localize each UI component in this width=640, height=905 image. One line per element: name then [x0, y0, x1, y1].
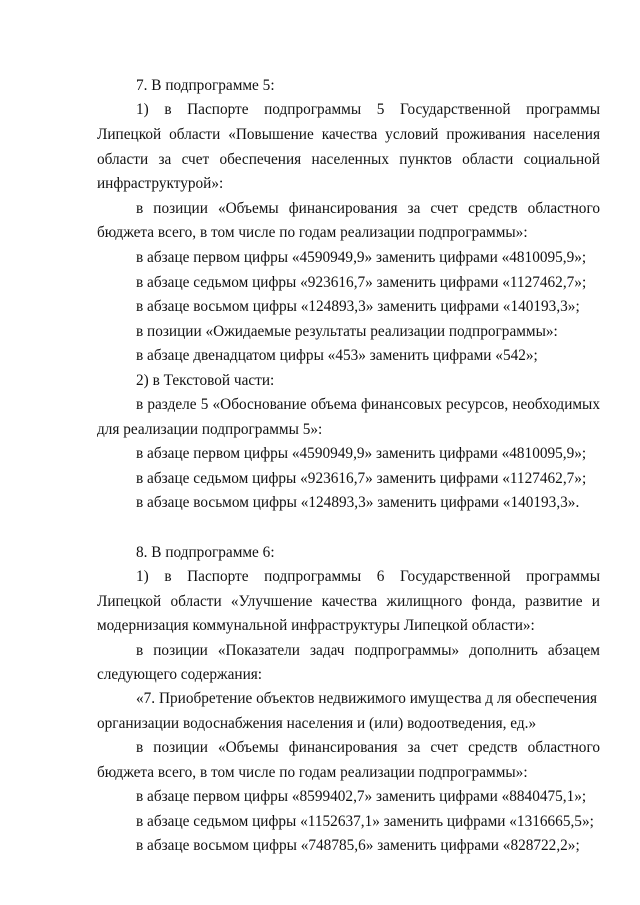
section-7-heading: 7. В подпрограмме 5:	[136, 77, 275, 94]
paragraph-line: следующего содержания:	[97, 666, 263, 683]
paragraph-line: в позиции «Объемы финансирования за счет средств областного	[136, 739, 600, 756]
paragraph-line: в позиции «Ожидаемые результаты реализации подпрограммы»:	[136, 323, 558, 340]
paragraph-line: организации водоснабжения населения и (или) водоотведения, ед.»	[97, 715, 537, 732]
paragraph-line: бюджета всего, в том числе по годам реализации подпрограммы»:	[97, 224, 528, 241]
paragraph-line: в абзаце восьмом цифры «124893,3» заменить цифрами «140193,3».	[136, 494, 580, 511]
paragraph-line: бюджета всего, в том числе по годам реализации подпрограммы»:	[97, 764, 528, 781]
paragraph-line: для реализации подпрограммы 5»:	[97, 421, 323, 438]
paragraph-line: 1) в Паспорте подпрограммы 5 Государственной программы	[136, 101, 600, 118]
paragraph-line: в абзаце первом цифры «4590949,9» заменить цифрами «4810095,9»;	[136, 249, 587, 266]
paragraph-line: в абзаце первом цифры «8599402,7» заменить цифрами «8840475,1»;	[136, 788, 587, 805]
paragraph-line: в абзаце седьмом цифры «923616,7» заменить цифрами «1127462,7»;	[136, 274, 587, 291]
paragraph-line: Липецкой области «Улучшение качества жилищного фонда, развитие и	[97, 593, 600, 610]
paragraph-line: области за счет обеспечения населенных пунктов области социальной	[97, 151, 600, 168]
paragraph-line: в абзаце двенадцатом цифры «453» заменить цифрами «542»;	[136, 347, 538, 364]
paragraph-line: в абзаце седьмом цифры «923616,7» заменить цифрами «1127462,7»;	[136, 470, 587, 487]
paragraph-line: в позиции «Объемы финансирования за счет средств областного	[136, 200, 600, 217]
paragraph-line: в абзаце восьмом цифры «124893,3» заменить цифрами «140193,3»;	[136, 298, 580, 315]
paragraph-line: в абзаце седьмом цифры «1152637,1» заменить цифрами «1316665,5»;	[136, 813, 594, 830]
paragraph-line: в разделе 5 «Обоснование объема финансовых ресурсов, необходимых	[136, 396, 600, 413]
section-8-heading: 8. В подпрограмме 6:	[136, 544, 275, 561]
paragraph-line: 2) в Текстовой части:	[136, 372, 275, 389]
paragraph-line: Липецкой области «Повышение качества условий проживания населения	[97, 126, 600, 143]
paragraph-line: инфраструктурой»:	[97, 175, 224, 192]
paragraph-line: в абзаце первом цифры «4590949,9» заменить цифрами «4810095,9»;	[136, 445, 587, 462]
paragraph-line: 1) в Паспорте подпрограммы 6 Государственной программы	[136, 568, 600, 585]
paragraph-line: в позиции «Показатели задач подпрограммы» дополнить абзацем	[136, 642, 600, 659]
paragraph-line: в абзаце восьмом цифры «748785,6» заменить цифрами «828722,2»;	[136, 837, 580, 854]
paragraph-line: «7. Приобретение объектов недвижимого имущества д ля обеспечения	[136, 690, 598, 707]
paragraph-line: модернизация коммунальной инфраструктуры Липецкой области»:	[97, 617, 535, 634]
